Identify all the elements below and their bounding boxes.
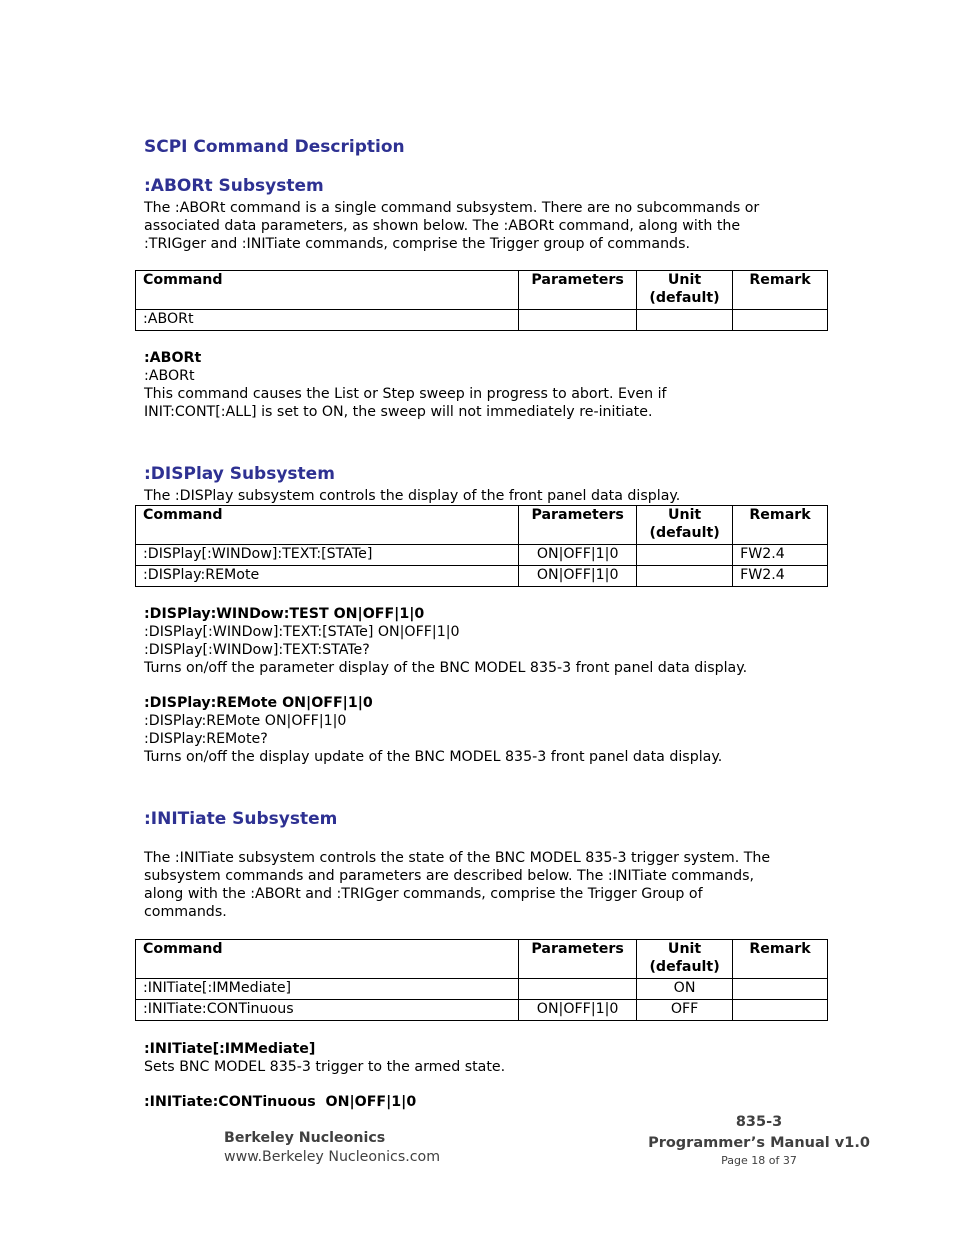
cell-command: :ABORt [136, 310, 519, 331]
abort-detail-title: :ABORt [144, 350, 202, 366]
abort-intro [144, 199, 759, 253]
footer-right [644, 1112, 874, 1167]
cell-parameters [519, 979, 637, 1000]
initiate-detail-line: Sets BNC MODEL 835-3 trigger to the armed state. [144, 1059, 506, 1075]
footer-model: 835-3 [735, 1114, 783, 1130]
abort-detail-line: This command causes the List or Step sweep in progress to abort. Even if [144, 386, 667, 402]
header-parameters: Parameters [519, 271, 637, 310]
abort-intro-line: The :ABORt command is a single command subsystem. There are no subcommands or [144, 200, 760, 216]
header-parameters: Parameters [519, 506, 637, 545]
header-unit: Unit (default) [637, 271, 733, 310]
cell-command: :DISPlay[:WINDow]:TEXT:[STATe] [136, 545, 519, 566]
display-detail-line: :DISPlay[:WINDow]:TEXT:STATe? [144, 642, 370, 658]
abort-detail-line: :ABORt [144, 368, 195, 384]
abort-detail-line: INIT:CONT[:ALL] is set to ON, the sweep will not immediately re-initiate. [144, 404, 653, 420]
table-row [136, 310, 828, 331]
cell-parameters [519, 310, 637, 331]
initiate-detail-2-title: :INITiate:CONTinuous ON|OFF|1|0 [144, 1094, 417, 1110]
initiate-command-table [135, 939, 828, 1021]
header-command: Command [136, 271, 519, 310]
initiate-intro-line: along with the :ABORt and :TRIGger commands, comprise the Trigger Group of [144, 886, 703, 902]
display-detail-line: :DISPlay:REMote ON|OFF|1|0 [144, 713, 347, 729]
initiate-intro-line: The :INITiate subsystem controls the state of the BNC MODEL 835-3 trigger system. The [144, 850, 771, 866]
cell-unit: OFF [637, 1000, 733, 1021]
cell-command: :INITiate:CONTinuous [136, 1000, 519, 1021]
header-remark: Remark [733, 940, 828, 979]
display-detail-title: :DISPlay:WINDow:TEST ON|OFF|1|0 [144, 606, 425, 622]
display-command-table [135, 505, 828, 587]
table-header-row [136, 940, 828, 979]
initiate-intro [144, 849, 770, 921]
cell-remark: FW2.4 [733, 545, 828, 566]
header-parameters: Parameters [519, 940, 637, 979]
display-detail-line: :DISPlay[:WINDow]:TEXT:[STATe] ON|OFF|1|0 [144, 624, 460, 640]
table-row [136, 566, 828, 587]
initiate-heading: :INITiate Subsystem [144, 809, 338, 829]
display-detail-2 [144, 694, 722, 766]
cell-remark [733, 310, 828, 331]
abort-command-table [135, 270, 828, 331]
cell-remark [733, 979, 828, 1000]
cell-unit [637, 310, 733, 331]
display-intro: The :DISPlay subsystem controls the display of the front panel data display. [144, 488, 681, 504]
cell-remark [733, 1000, 828, 1021]
header-remark: Remark [733, 506, 828, 545]
display-detail-line: Turns on/off the parameter display of the BNC MODEL 835-3 front panel data display. [144, 660, 748, 676]
footer-page-number: Page 18 of 37 [721, 1154, 797, 1167]
abort-heading: :ABORt Subsystem [144, 176, 324, 196]
page-title: SCPI Command Description [144, 137, 405, 157]
table-header-row [136, 271, 828, 310]
table-row [136, 979, 828, 1000]
initiate-intro-line: subsystem commands and parameters are described below. The :INITiate commands, [144, 868, 755, 884]
cell-unit [637, 566, 733, 587]
table-row [136, 1000, 828, 1021]
display-detail-1 [144, 605, 747, 677]
display-detail-line: :DISPlay:REMote? [144, 731, 268, 747]
cell-unit [637, 545, 733, 566]
initiate-detail-1 [144, 1040, 505, 1076]
abort-intro-line: :TRIGger and :INITiate commands, comprise the Trigger group of commands. [144, 236, 690, 252]
initiate-detail-title: :INITiate[:IMMediate] [144, 1041, 316, 1057]
cell-command: :DISPlay:REMote [136, 566, 519, 587]
cell-parameters: ON|OFF|1|0 [519, 1000, 637, 1021]
cell-parameters: ON|OFF|1|0 [519, 566, 637, 587]
display-detail-title: :DISPlay:REMote ON|OFF|1|0 [144, 695, 373, 711]
header-remark: Remark [733, 271, 828, 310]
cell-command: :INITiate[:IMMediate] [136, 979, 519, 1000]
header-command: Command [136, 506, 519, 545]
abort-intro-line: associated data parameters, as shown below. The :ABORt command, along with the [144, 218, 741, 234]
footer-left [224, 1129, 440, 1167]
display-heading: :DISPlay Subsystem [144, 464, 335, 484]
abort-detail [144, 349, 667, 421]
footer-manual-title: Programmer’s Manual v1.0 [648, 1135, 870, 1151]
table-header-row [136, 506, 828, 545]
cell-parameters: ON|OFF|1|0 [519, 545, 637, 566]
footer-company: Berkeley Nucleonics [224, 1130, 386, 1146]
cell-remark: FW2.4 [733, 566, 828, 587]
header-unit: Unit (default) [637, 940, 733, 979]
cell-unit: ON [637, 979, 733, 1000]
header-unit: Unit (default) [637, 506, 733, 545]
display-detail-line: Turns on/off the display update of the BNC MODEL 835-3 front panel data display. [144, 749, 723, 765]
initiate-intro-line: commands. [144, 904, 227, 920]
header-command: Command [136, 940, 519, 979]
footer-website: www.Berkeley Nucleonics.com [224, 1149, 441, 1165]
table-row [136, 545, 828, 566]
